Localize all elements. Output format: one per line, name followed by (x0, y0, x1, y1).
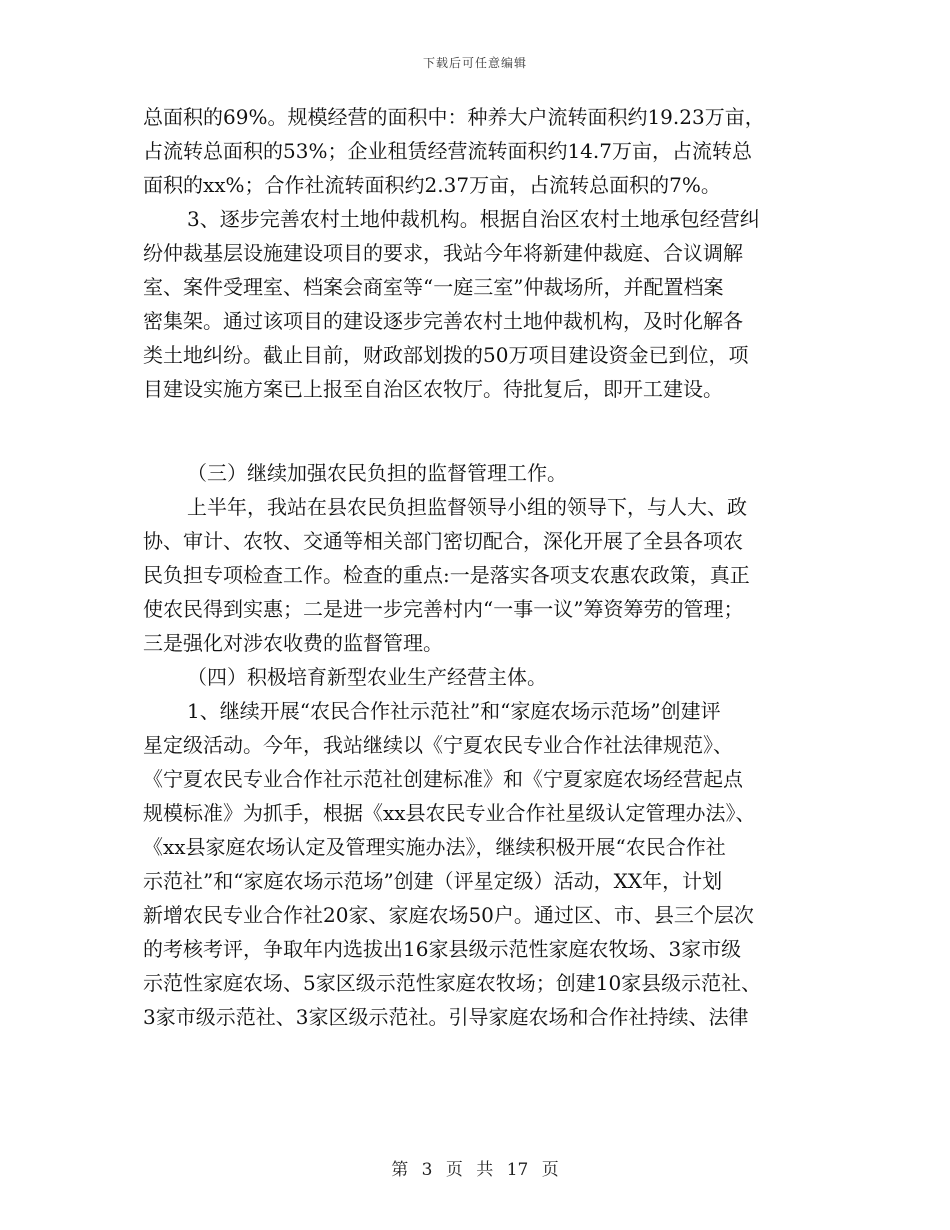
section-heading: （三）继续加强农民负担的监督管理工作。 (187, 461, 567, 485)
text-line: 使农民得到实惠；二是进一步完善村内“一事一议”筹资筹劳的管理； (143, 597, 744, 621)
footer-page-unit: 页 (541, 1160, 559, 1180)
paragraph-start: 上半年，我站在县农民负担监督领导小组的领导下，与人大、政 (187, 495, 747, 519)
text-line: 总面积的69%。规模经营的面积中：种养大户流转面积约19.23万亩， (143, 105, 765, 129)
text-line: 密集架。通过该项目的建设逐步完善农村土地仲裁机构，及时化解各 (143, 309, 743, 333)
text-line: 民负担专项检查工作。检查的重点:一是落实各项支农惠农政策，真正 (143, 563, 750, 587)
text-line: 面积的xx%；合作社流转面积约2.37万亩，占流转总面积的7%。 (143, 173, 721, 197)
text-line: 纷仲裁基层设施建设项目的要求，我站今年将新建仲裁庭、合议调解 (143, 241, 743, 265)
text-line: 示范性家庭农场、5家区级示范性家庭农牧场；创建10家县级示范社、 (143, 971, 762, 995)
text-line: 三是强化对涉农收费的监督管理。 (143, 631, 443, 655)
footer-total-label: 共 (476, 1160, 494, 1180)
text-line: 《宁夏农民专业合作社示范社创建标准》和《宁夏家庭农场经营起点 (143, 767, 743, 791)
total-page-count: 17 (506, 1160, 529, 1180)
text-line: 类土地纠纷。截止目前，财政部划拨的50万项目建设资金已到位，项 (143, 343, 749, 367)
text-line: 占流转总面积的53%；企业租赁经营流转面积约14.7万亩，占流转总 (143, 139, 752, 163)
footer-page-unit: 页 (445, 1160, 463, 1180)
section-heading: （四）积极培育新型农业生产经营主体。 (187, 665, 547, 689)
text-line: 目建设实施方案已上报至自治区农牧厅。待批复后，即开工建设。 (143, 377, 723, 401)
document-body (143, 100, 808, 1034)
text-line: 新增农民专业合作社20家、家庭农场50户。通过区、市、县三个层次 (143, 903, 754, 927)
text-line: 星定级活动。今年，我站继续以《宁夏农民专业合作社法律规范》、 (143, 733, 733, 757)
page-footer (0, 1155, 950, 1180)
text-line: 的考核考评，争取年内选拔出16家县级示范性家庭农牧场、3家市级 (143, 937, 742, 961)
paragraph-start: 1、继续开展“农民合作社示范社”和“家庭农场示范场”创建评 (187, 699, 721, 723)
current-page-number: 3 (421, 1160, 433, 1180)
footer-prefix: 第 (391, 1160, 409, 1180)
paragraph-start: 3、逐步完善农村土地仲裁机构。根据自治区农村土地承包经营纠 (187, 207, 760, 231)
text-line: 室、案件受理室、档案会商室等“一庭三室”仲裁场所，并配置档案 (143, 275, 724, 299)
text-line: 协、审计、农牧、交通等相关部门密切配合，深化开展了全县各项农 (143, 529, 743, 553)
text-line: 《xx县家庭农场认定及管理实施办法》，继续积极开展“农民合作社 (143, 835, 726, 859)
text-line: 规模标准》为抓手，根据《xx县农民专业合作社星级认定管理办法》、 (143, 801, 756, 825)
text-line: 3家市级示范社、3家区级示范社。引导家庭农场和合作社持续、法律 (143, 1005, 749, 1029)
page-header: 下载后可任意编辑 (422, 56, 527, 70)
section-gap (143, 406, 808, 456)
text-line: 示范社”和“家庭农场示范场”创建（评星定级）活动，XX年，计划 (143, 869, 723, 893)
